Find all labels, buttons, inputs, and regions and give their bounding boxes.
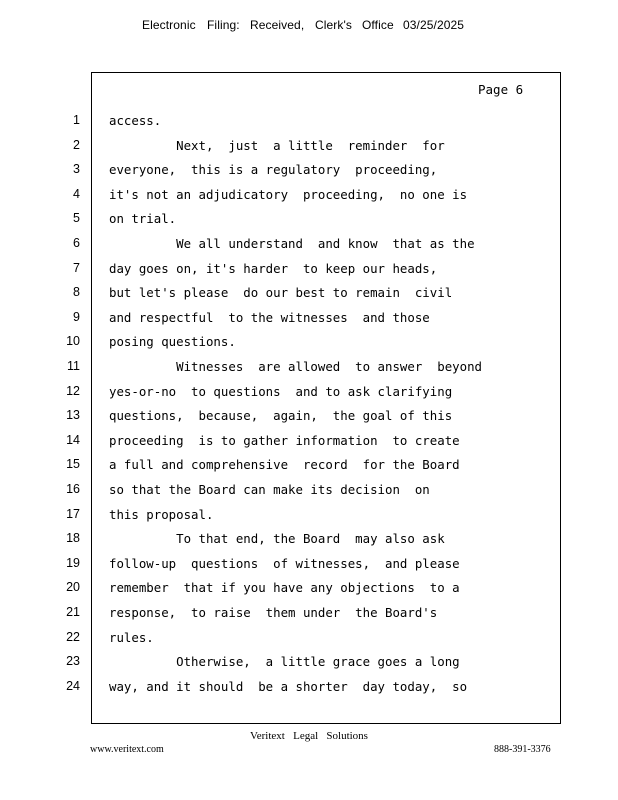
line-text: on trial. bbox=[109, 211, 177, 227]
line-text: way, and it should be a shorter day today, so bbox=[109, 678, 468, 694]
line-number: 6 bbox=[73, 236, 80, 250]
line-text: Next, just a little reminder for bbox=[109, 137, 445, 153]
transcript-line bbox=[0, 285, 618, 305]
transcript-line bbox=[0, 679, 618, 699]
line-number: 13 bbox=[66, 408, 80, 423]
transcript-line bbox=[0, 113, 618, 133]
line-number: 12 bbox=[66, 383, 80, 398]
line-number: 1 bbox=[73, 113, 80, 127]
line-text: Witnesses are allowed to answer beyond bbox=[109, 359, 482, 374]
line-number: 10 bbox=[66, 334, 80, 349]
filing-stamp-filing: Filing: bbox=[207, 18, 240, 32]
transcript-line bbox=[0, 507, 618, 527]
line-number: 3 bbox=[73, 162, 80, 177]
line-number: 20 bbox=[66, 580, 80, 595]
line-number: 7 bbox=[73, 260, 80, 275]
line-number: 8 bbox=[73, 285, 80, 300]
transcript-line bbox=[0, 531, 618, 551]
line-text: follow-up questions of witnesses, and please bbox=[109, 555, 460, 571]
transcript-line bbox=[0, 433, 618, 453]
line-number: 21 bbox=[66, 605, 80, 619]
line-text: Otherwise, a little grace goes a long bbox=[109, 654, 460, 670]
line-number: 11 bbox=[67, 359, 80, 373]
filing-stamp-office: Office bbox=[362, 18, 394, 32]
line-text: everyone, this is a regulatory proceeding, bbox=[109, 162, 438, 178]
footer-company: Veritext Legal Solutions bbox=[250, 730, 368, 742]
footer-website: www.veritext.com bbox=[90, 744, 164, 755]
transcript-line bbox=[0, 187, 618, 207]
line-text: so that the Board can make its decision on bbox=[109, 482, 430, 497]
line-text: proceeding is to gather information to create bbox=[109, 432, 460, 448]
line-number: 9 bbox=[73, 309, 80, 324]
line-number: 15 bbox=[66, 457, 80, 472]
line-number: 2 bbox=[73, 137, 80, 152]
transcript-line bbox=[0, 261, 618, 281]
line-number: 19 bbox=[66, 555, 80, 570]
transcript-line bbox=[0, 310, 618, 330]
transcript-line bbox=[0, 359, 618, 379]
line-text: but let's please do our best to remain civil bbox=[109, 285, 453, 301]
line-text: To that end, the Board may also ask bbox=[109, 531, 445, 547]
line-text: response, to raise them under the Board's bbox=[109, 605, 438, 620]
line-text: and respectful to the witnesses and those bbox=[109, 309, 430, 325]
filing-stamp-clerks: Clerk's bbox=[315, 18, 352, 32]
transcript-line bbox=[0, 236, 618, 256]
line-text: rules. bbox=[109, 629, 154, 645]
line-text: this proposal. bbox=[109, 506, 214, 522]
footer-phone: 888-391-3376 bbox=[494, 744, 551, 755]
transcript-line bbox=[0, 654, 618, 674]
line-text: posing questions. bbox=[109, 334, 236, 350]
line-text: questions, because, again, the goal of this bbox=[109, 408, 453, 424]
transcript-line bbox=[0, 630, 618, 650]
line-number: 16 bbox=[66, 482, 80, 496]
transcript-line bbox=[0, 556, 618, 576]
transcript-line bbox=[0, 605, 618, 625]
line-number: 23 bbox=[66, 654, 80, 669]
filing-stamp-electronic: Electronic bbox=[142, 18, 196, 32]
line-number: 17 bbox=[66, 506, 80, 521]
line-text: We all understand and know that as the bbox=[109, 236, 475, 251]
line-text: day goes on, it's harder to keep our heads, bbox=[109, 260, 438, 276]
transcript-line bbox=[0, 384, 618, 404]
page-number: Page 6 bbox=[478, 82, 524, 97]
transcript-line bbox=[0, 138, 618, 158]
line-text: remember that if you have any objections to a bbox=[109, 580, 460, 596]
transcript-line bbox=[0, 408, 618, 428]
line-number: 14 bbox=[66, 432, 80, 447]
filing-stamp-received: Received, bbox=[250, 18, 305, 32]
transcript-line bbox=[0, 457, 618, 477]
transcript-line bbox=[0, 334, 618, 354]
line-text: access. bbox=[109, 113, 162, 128]
line-number: 4 bbox=[73, 186, 80, 201]
line-number: 5 bbox=[73, 211, 80, 226]
line-text: yes-or-no to questions and to ask clarifying bbox=[109, 383, 453, 399]
line-number: 24 bbox=[66, 678, 80, 693]
transcript-line bbox=[0, 211, 618, 231]
transcript-line bbox=[0, 580, 618, 600]
filing-stamp-date: 03/25/2025 bbox=[403, 18, 465, 32]
transcript-line bbox=[0, 482, 618, 502]
line-number: 18 bbox=[66, 531, 80, 546]
transcript-line bbox=[0, 162, 618, 182]
line-text: a full and comprehensive record for the Board bbox=[109, 457, 460, 473]
line-number: 22 bbox=[66, 629, 80, 644]
line-text: it's not an adjudicatory proceeding, no one is bbox=[109, 186, 468, 202]
